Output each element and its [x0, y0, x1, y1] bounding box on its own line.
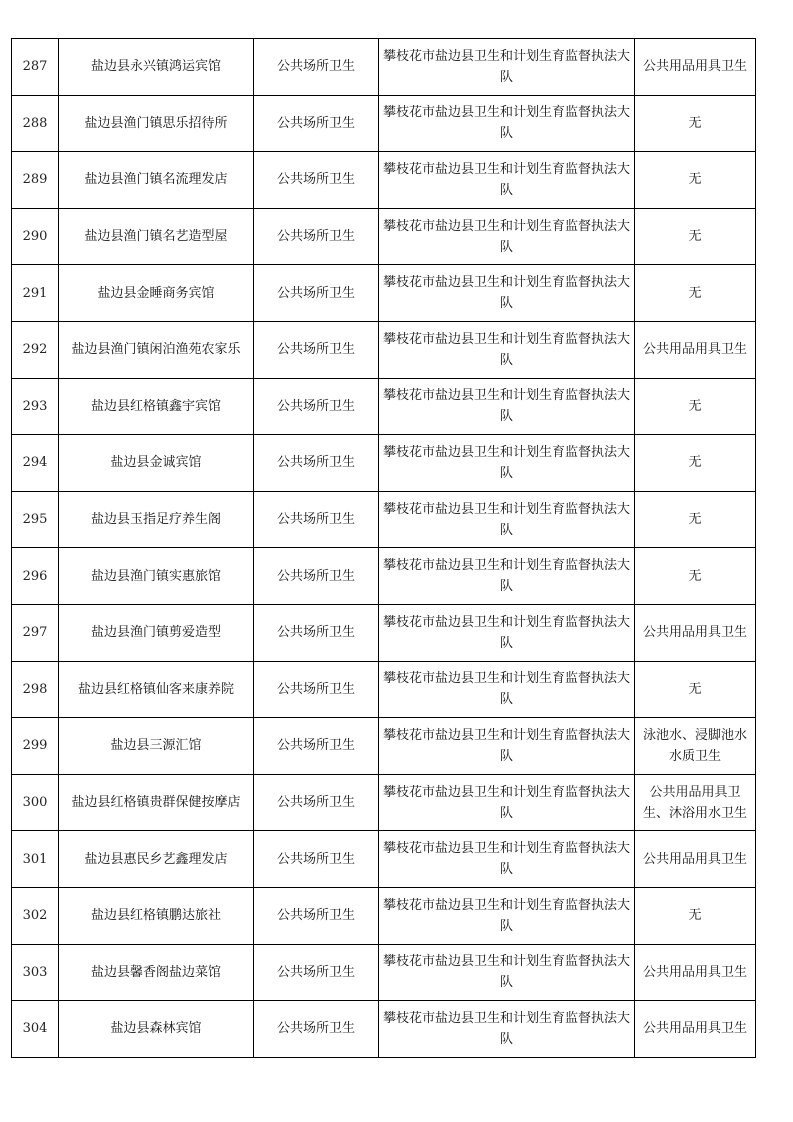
row-number-cell: 298	[12, 661, 59, 718]
establishment-name-cell: 盐边县森林宾馆	[59, 1001, 254, 1058]
table-row	[12, 661, 756, 718]
inspection-category-cell: 公共场所卫生	[254, 887, 379, 944]
establishment-name-cell: 盐边县金睡商务宾馆	[59, 265, 254, 322]
inspection-item-cell: 无	[635, 435, 756, 492]
supervising-agency-cell: 攀枝花市盐边县卫生和计划生育监督执法大队	[379, 152, 635, 209]
table-row	[12, 604, 756, 661]
table-row	[12, 1001, 756, 1058]
supervising-agency-cell: 攀枝花市盐边县卫生和计划生育监督执法大队	[379, 604, 635, 661]
supervising-agency-cell: 攀枝花市盐边县卫生和计划生育监督执法大队	[379, 1001, 635, 1058]
supervising-agency-cell: 攀枝花市盐边县卫生和计划生育监督执法大队	[379, 39, 635, 96]
inspection-item-cell: 无	[635, 661, 756, 718]
establishment-name-cell: 盐边县红格镇鑫宇宾馆	[59, 378, 254, 435]
supervising-agency-cell: 攀枝花市盐边县卫生和计划生育监督执法大队	[379, 831, 635, 888]
row-number-cell: 301	[12, 831, 59, 888]
inspection-category-cell: 公共场所卫生	[254, 378, 379, 435]
inspection-category-cell: 公共场所卫生	[254, 435, 379, 492]
inspection-item-cell: 无	[635, 491, 756, 548]
supervising-agency-cell: 攀枝花市盐边县卫生和计划生育监督执法大队	[379, 265, 635, 322]
inspection-category-cell: 公共场所卫生	[254, 1001, 379, 1058]
inspection-table	[11, 38, 756, 1058]
establishment-name-cell: 盐边县金诚宾馆	[59, 435, 254, 492]
inspection-category-cell: 公共场所卫生	[254, 321, 379, 378]
supervising-agency-cell: 攀枝花市盐边县卫生和计划生育监督执法大队	[379, 944, 635, 1001]
table-row	[12, 152, 756, 209]
supervising-agency-cell: 攀枝花市盐边县卫生和计划生育监督执法大队	[379, 887, 635, 944]
table-row	[12, 265, 756, 322]
supervising-agency-cell: 攀枝花市盐边县卫生和计划生育监督执法大队	[379, 491, 635, 548]
row-number-cell: 287	[12, 39, 59, 96]
supervising-agency-cell: 攀枝花市盐边县卫生和计划生育监督执法大队	[379, 95, 635, 152]
row-number-cell: 292	[12, 321, 59, 378]
supervising-agency-cell: 攀枝花市盐边县卫生和计划生育监督执法大队	[379, 435, 635, 492]
table-row	[12, 887, 756, 944]
table-row	[12, 548, 756, 605]
table-row	[12, 491, 756, 548]
supervising-agency-cell: 攀枝花市盐边县卫生和计划生育监督执法大队	[379, 208, 635, 265]
establishment-name-cell: 盐边县渔门镇闲泊渔苑农家乐	[59, 321, 254, 378]
establishment-name-cell: 盐边县红格镇鹏达旅社	[59, 887, 254, 944]
table-row	[12, 378, 756, 435]
row-number-cell: 288	[12, 95, 59, 152]
row-number-cell: 293	[12, 378, 59, 435]
inspection-category-cell: 公共场所卫生	[254, 944, 379, 1001]
establishment-name-cell: 盐边县馨香阁盐边菜馆	[59, 944, 254, 1001]
inspection-item-cell: 无	[635, 378, 756, 435]
inspection-category-cell: 公共场所卫生	[254, 831, 379, 888]
row-number-cell: 304	[12, 1001, 59, 1058]
establishment-name-cell: 盐边县渔门镇名流理发店	[59, 152, 254, 209]
establishment-name-cell: 盐边县惠民乡艺鑫理发店	[59, 831, 254, 888]
establishment-name-cell: 盐边县渔门镇名艺造型屋	[59, 208, 254, 265]
inspection-category-cell: 公共场所卫生	[254, 661, 379, 718]
supervising-agency-cell: 攀枝花市盐边县卫生和计划生育监督执法大队	[379, 774, 635, 831]
table-row	[12, 718, 756, 775]
row-number-cell: 294	[12, 435, 59, 492]
supervising-agency-cell: 攀枝花市盐边县卫生和计划生育监督执法大队	[379, 378, 635, 435]
row-number-cell: 303	[12, 944, 59, 1001]
inspection-item-cell: 无	[635, 548, 756, 605]
table-row	[12, 831, 756, 888]
table-row	[12, 774, 756, 831]
inspection-item-cell: 无	[635, 208, 756, 265]
inspection-category-cell: 公共场所卫生	[254, 265, 379, 322]
supervising-agency-cell: 攀枝花市盐边县卫生和计划生育监督执法大队	[379, 661, 635, 718]
establishment-name-cell: 盐边县渔门镇剪爱造型	[59, 604, 254, 661]
supervising-agency-cell: 攀枝花市盐边县卫生和计划生育监督执法大队	[379, 321, 635, 378]
supervising-agency-cell: 攀枝花市盐边县卫生和计划生育监督执法大队	[379, 718, 635, 775]
row-number-cell: 302	[12, 887, 59, 944]
inspection-category-cell: 公共场所卫生	[254, 548, 379, 605]
inspection-category-cell: 公共场所卫生	[254, 95, 379, 152]
inspection-category-cell: 公共场所卫生	[254, 152, 379, 209]
inspection-item-cell: 公共用品用具卫生	[635, 321, 756, 378]
table-body	[12, 39, 756, 1058]
row-number-cell: 289	[12, 152, 59, 209]
inspection-category-cell: 公共场所卫生	[254, 604, 379, 661]
inspection-item-cell: 公共用品用具卫生	[635, 39, 756, 96]
establishment-name-cell: 盐边县三源汇馆	[59, 718, 254, 775]
inspection-item-cell: 公共用品用具卫生	[635, 944, 756, 1001]
inspection-item-cell: 泳池水、浸脚池水水质卫生	[635, 718, 756, 775]
table-row	[12, 321, 756, 378]
inspection-item-cell: 公共用品用具卫生、沐浴用水卫生	[635, 774, 756, 831]
establishment-name-cell: 盐边县渔门镇实惠旅馆	[59, 548, 254, 605]
inspection-category-cell: 公共场所卫生	[254, 491, 379, 548]
table-row	[12, 944, 756, 1001]
row-number-cell: 300	[12, 774, 59, 831]
table-row	[12, 95, 756, 152]
inspection-item-cell: 公共用品用具卫生	[635, 604, 756, 661]
establishment-name-cell: 盐边县玉指足疗养生阁	[59, 491, 254, 548]
row-number-cell: 290	[12, 208, 59, 265]
establishment-name-cell: 盐边县渔门镇思乐招待所	[59, 95, 254, 152]
inspection-item-cell: 公共用品用具卫生	[635, 1001, 756, 1058]
establishment-name-cell: 盐边县红格镇贵群保健按摩店	[59, 774, 254, 831]
establishment-name-cell: 盐边县红格镇仙客来康养院	[59, 661, 254, 718]
supervising-agency-cell: 攀枝花市盐边县卫生和计划生育监督执法大队	[379, 548, 635, 605]
establishment-name-cell: 盐边县永兴镇鸿运宾馆	[59, 39, 254, 96]
row-number-cell: 295	[12, 491, 59, 548]
inspection-category-cell: 公共场所卫生	[254, 39, 379, 96]
table-row	[12, 208, 756, 265]
inspection-category-cell: 公共场所卫生	[254, 208, 379, 265]
inspection-item-cell: 无	[635, 152, 756, 209]
table-row	[12, 435, 756, 492]
row-number-cell: 299	[12, 718, 59, 775]
inspection-category-cell: 公共场所卫生	[254, 774, 379, 831]
row-number-cell: 291	[12, 265, 59, 322]
table-row	[12, 39, 756, 96]
row-number-cell: 297	[12, 604, 59, 661]
inspection-item-cell: 公共用品用具卫生	[635, 831, 756, 888]
inspection-item-cell: 无	[635, 887, 756, 944]
inspection-item-cell: 无	[635, 95, 756, 152]
row-number-cell: 296	[12, 548, 59, 605]
inspection-item-cell: 无	[635, 265, 756, 322]
inspection-category-cell: 公共场所卫生	[254, 718, 379, 775]
